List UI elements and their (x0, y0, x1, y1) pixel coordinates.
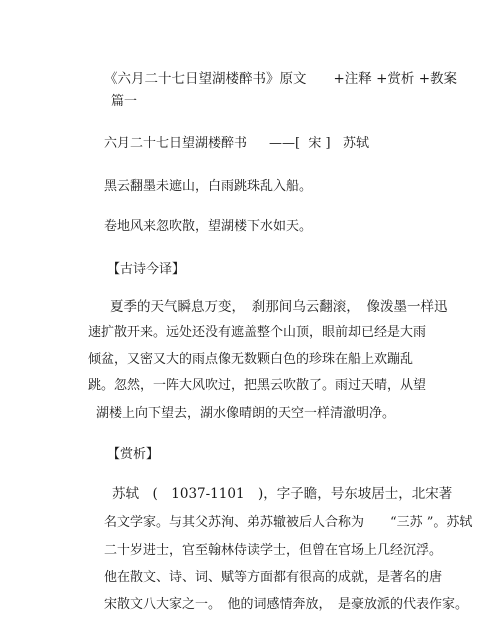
translation-line: 湖楼上向下望去，湖水像晴朗的天空一样清澈明净。 (96, 406, 396, 421)
analysis-line: 宋散文八大家之一。 他的词感情奔放， 是豪放派的代表作家。 (104, 597, 469, 612)
analysis-line: 他在散文、诗、词、赋等方面都有很高的成就，是著名的唐 (104, 570, 443, 585)
poem-heading (104, 136, 369, 152)
analysis-heading: 【赏析】 (107, 447, 160, 462)
translation-line: 倾盆，又密又大的雨点像无数颗白色的珍珠在船上欢蹦乱 (88, 352, 414, 367)
translation-line: 跳。忽然，一阵大风吹过，把黑云吹散了。雨过天晴，从望 (88, 378, 427, 393)
document-subtitle: 篇一 (111, 94, 138, 109)
analysis-line: 名文学家。与其父苏洵、弟苏辙被后人合称为 “三苏 ”。苏轼 (104, 515, 473, 530)
poem-author: 苏轼 (342, 136, 369, 151)
poem-line: 黑云翻墨未遮山，白雨跳珠乱入船。 (104, 179, 313, 194)
translation-line: 夏季的天气瞬息万变， 刹那间乌云翻滚， 像泼墨一样迅 (110, 299, 448, 315)
poem-dash: ——[ (269, 136, 301, 151)
translation-line: 速扩散开来。远处还没有遮盖整个山顶，眼前却已经是大雨 (88, 325, 427, 340)
poem-title: 六月二十七日望湖楼醉书 (104, 136, 248, 151)
analysis-line: 二十岁进士，官至翰林侍读学士，但曾在官场上几经沉浮。 (104, 543, 443, 558)
document-title: 《六月二十七日望湖楼醉书》原文 +注释 +赏析 +教案 (104, 71, 458, 87)
poem-line: 卷地风来忽吹散，望湖楼下水如天。 (104, 219, 313, 234)
poem-dynasty: 宋 ] (308, 136, 331, 151)
translation-heading: 【古诗今译】 (107, 262, 186, 277)
analysis-line: 苏轼 ( 1037-1101 )，字子瞻，号东坡居士，北宋著 (112, 486, 453, 502)
